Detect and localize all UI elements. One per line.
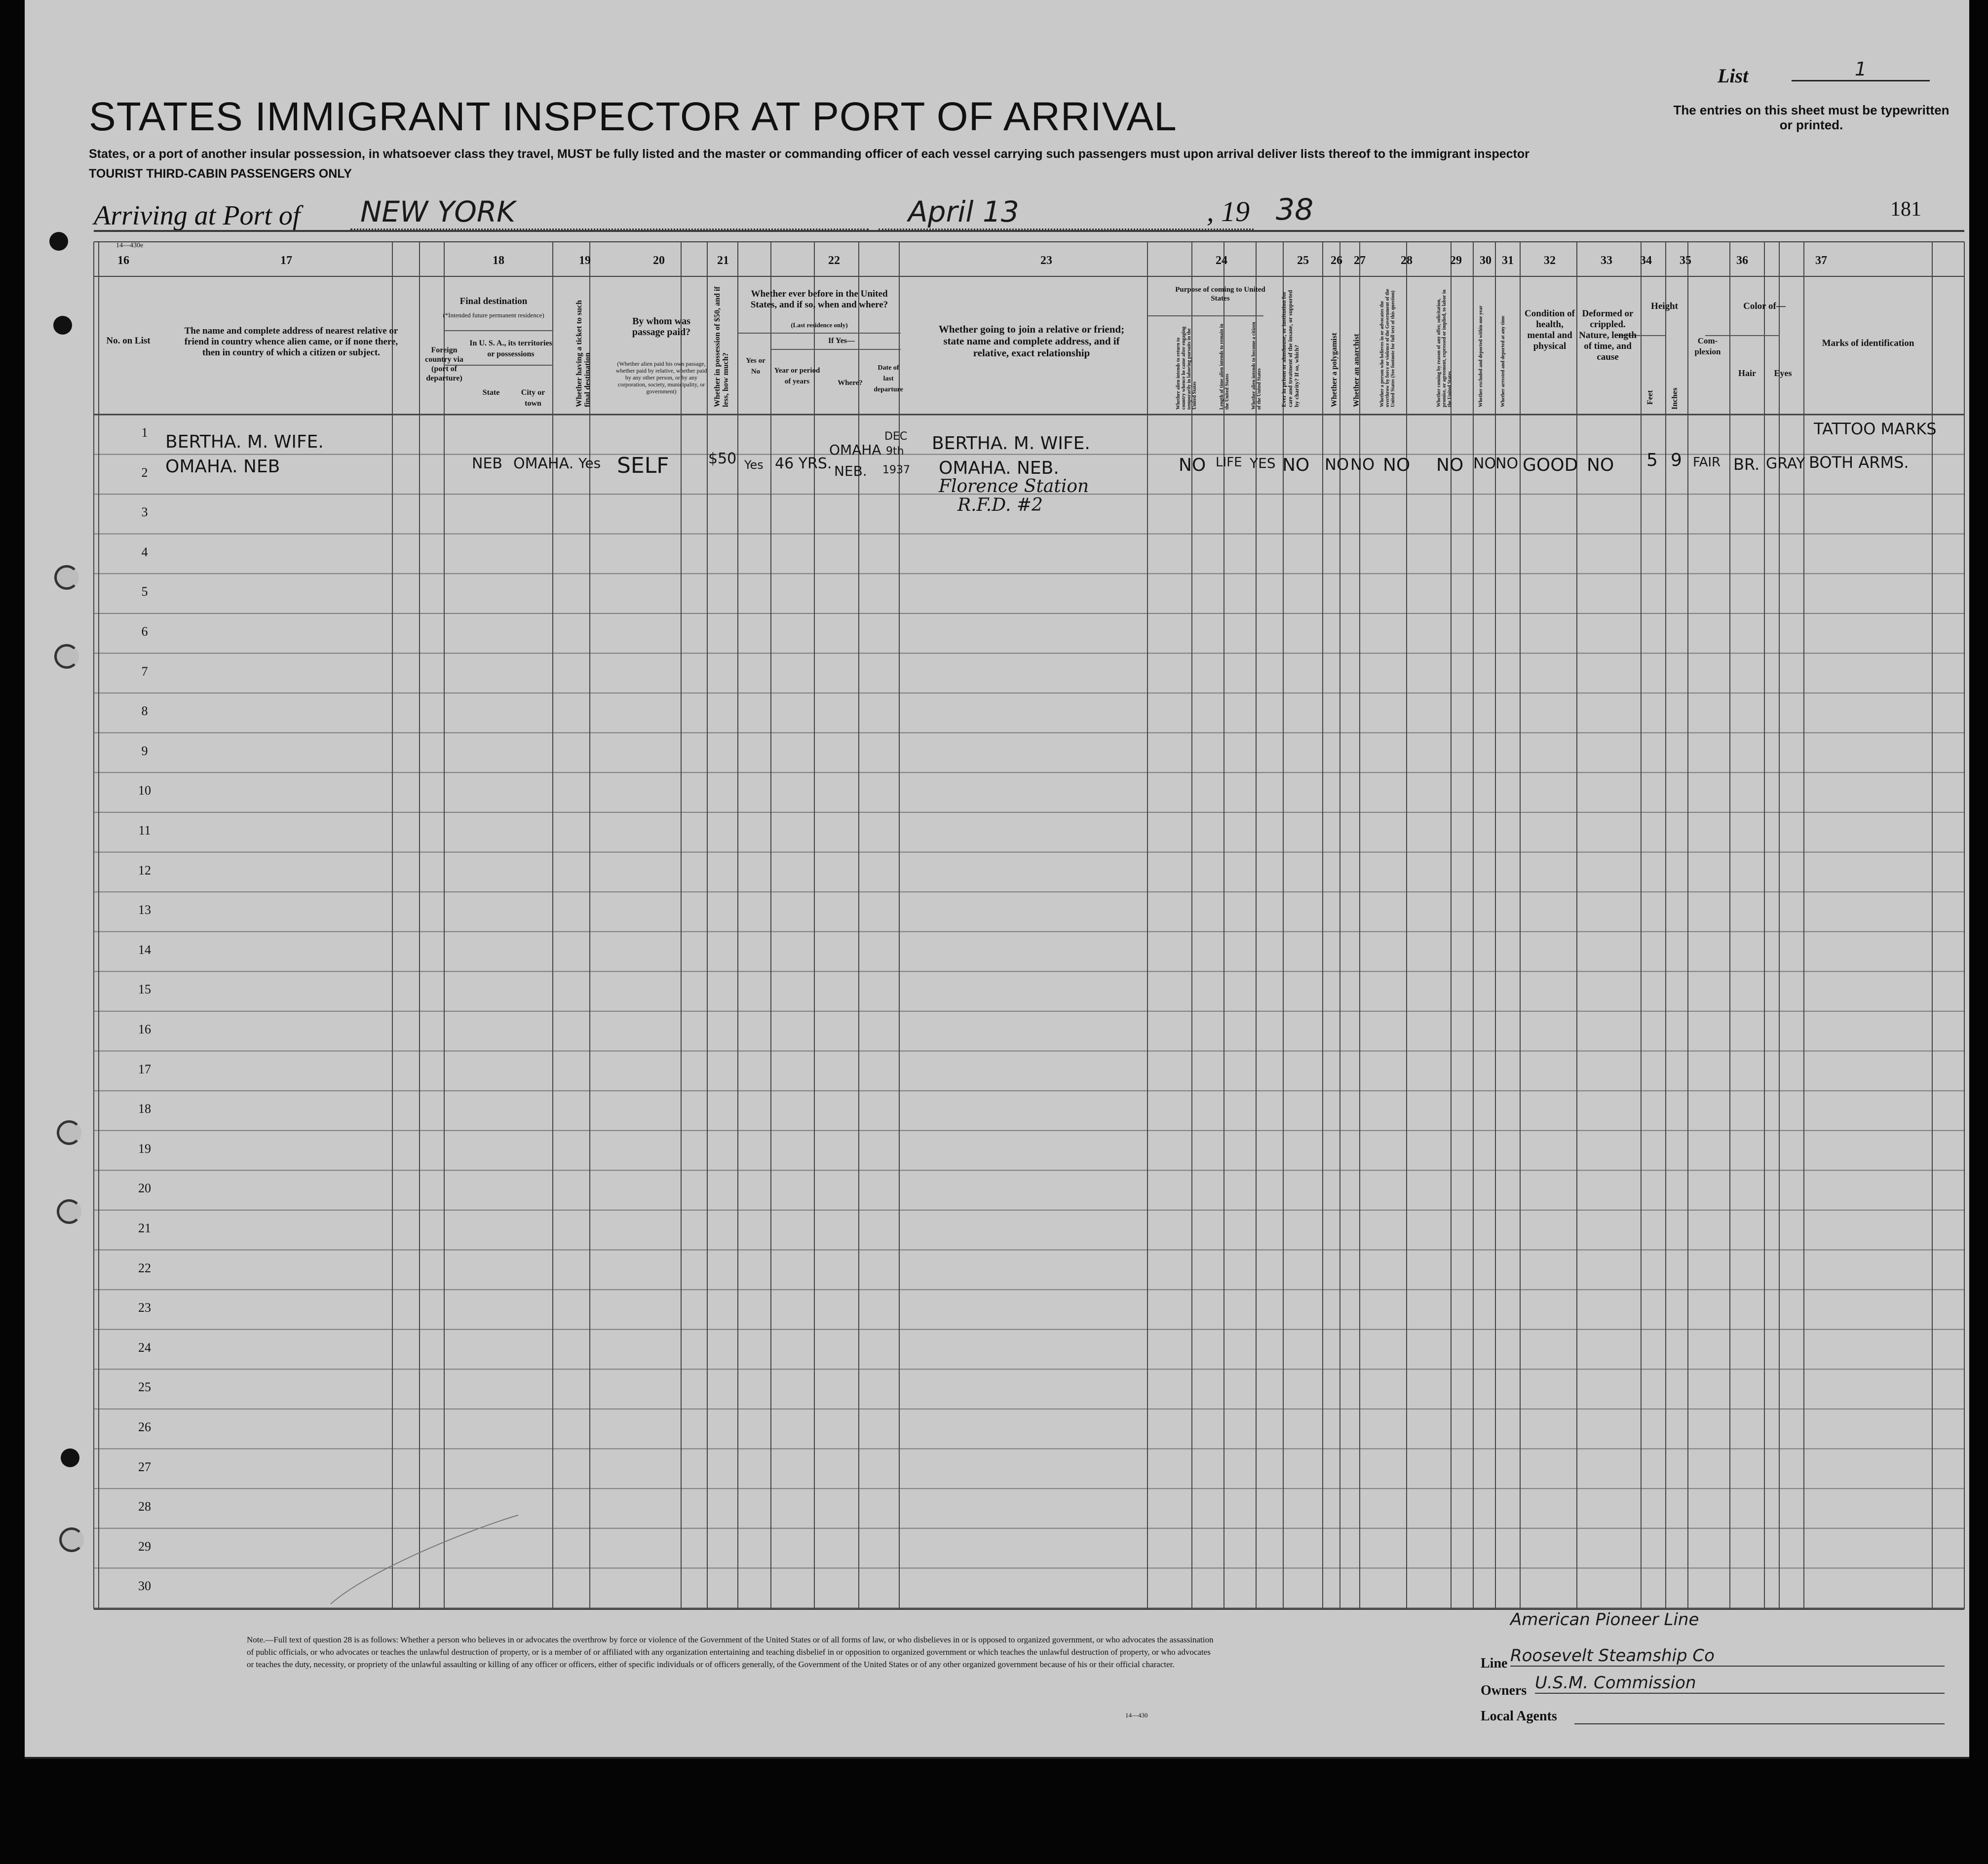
row-number: 2 <box>141 465 148 480</box>
row-number: 27 <box>138 1459 151 1474</box>
line-value: Roosevelt Steamship Co <box>1510 1646 1945 1667</box>
entry-marks-1: TATTOO MARKS <box>1814 419 1937 438</box>
entry-join-line4: R.F.D. #2 <box>957 495 1043 515</box>
col-number-33: 33 <box>1601 254 1612 267</box>
header-final-destination: Final destination <box>459 296 528 306</box>
row-number: 23 <box>138 1300 151 1315</box>
entry-relative-line1: BERTHA. M. WIFE. <box>165 432 324 452</box>
entry-q30: NO <box>1473 455 1496 472</box>
entry-money: $50 <box>708 450 737 467</box>
entry-where-2: NEB. <box>834 463 867 479</box>
row-number: 6 <box>141 624 148 639</box>
row-number: 15 <box>138 982 151 997</box>
header-purpose-b: Length of time alien intends to remain in the United States <box>1219 324 1230 410</box>
owners-label: Owners <box>1481 1683 1527 1698</box>
entry-return: NO <box>1179 455 1206 475</box>
col-number-21: 21 <box>717 254 729 267</box>
row-number: 4 <box>141 544 148 559</box>
col-number-34: 34 <box>1640 254 1652 267</box>
col-number-36: 36 <box>1736 254 1748 267</box>
subtitle: States, or a port of another insular possession, in whatsoever class they travel, MUST be fully listed and the master or commanding officer of each vessel carrying such passengers must upon arrival deliver lists thereof to the immigrant inspector <box>89 147 1529 161</box>
header-q30: Whether excluded and deported within one year <box>1478 305 1484 407</box>
entry-paid-by: SELF <box>617 453 669 478</box>
header-nearest-relative: The name and complete address of nearest relative or friend in country whence alien came, or if none there, then in country of which a citizen or subject. <box>184 326 398 358</box>
entry-city: OMAHA. <box>513 455 574 472</box>
row-number: 13 <box>138 903 151 917</box>
entry-hair: BR. <box>1733 455 1760 474</box>
row-number: 30 <box>138 1579 151 1594</box>
row-number: 8 <box>141 704 148 719</box>
header-where: Where? <box>838 379 863 387</box>
header-by-whom-note: (Whether alien paid his own passage, whether paid by relative, whether paid by any other person, or by any corporation, society, municipality, or government) <box>615 360 707 395</box>
header-possession: Whether in possession of $50, and if less, how much? <box>713 286 730 407</box>
entry-state: NEB <box>472 455 502 472</box>
entry-health: GOOD <box>1523 455 1578 475</box>
col-number-23: 23 <box>1040 254 1052 267</box>
entry-citizen: YES <box>1250 455 1276 471</box>
header-color-of: Color of— <box>1743 301 1786 311</box>
port-value: NEW YORK <box>350 195 869 230</box>
row-number: 24 <box>138 1340 151 1355</box>
entry-anarchist: NO <box>1350 455 1375 474</box>
col-number-31: 31 <box>1502 254 1514 267</box>
arriving-label: Arriving at Port of <box>94 200 301 231</box>
col-number-28: 28 <box>1401 254 1413 267</box>
entry-join-line2: OMAHA. NEB. <box>939 458 1059 478</box>
col-number-17: 17 <box>280 254 292 267</box>
row-number: 18 <box>138 1102 151 1116</box>
page-number: 181 <box>1890 198 1921 221</box>
list-number: 1 <box>1792 58 1930 81</box>
entry-feet: 5 <box>1646 450 1658 470</box>
header-year-period: Year or period of years <box>774 367 820 385</box>
row-number: 1 <box>141 425 148 440</box>
col-number-16: 16 <box>117 254 129 267</box>
row-number: 14 <box>138 942 151 957</box>
header-yes-no: Yes or No <box>746 357 765 376</box>
header-q29: Whether coming by reason of any offer, solicitation, promise, or agreement, expressed or implied, to labor in the United States <box>1436 289 1453 407</box>
entry-inches: 9 <box>1671 450 1682 470</box>
local-agents-line <box>1574 1722 1945 1724</box>
col-number-37: 37 <box>1815 254 1827 267</box>
entry-deformed: NO <box>1587 455 1614 475</box>
entry-prison: NO <box>1282 455 1310 475</box>
entry-q31: NO <box>1495 455 1519 472</box>
entry-join-line1: BERTHA. M. WIFE. <box>932 433 1090 454</box>
header-eyes: Eyes <box>1774 368 1792 378</box>
entry-q29: NO <box>1436 455 1464 475</box>
header-q28: Whether a person who believes in or advocates the overthrow by force or violence of the Government of the United States (See footnote for full text of this question) <box>1379 289 1396 407</box>
col-number-30: 30 <box>1480 254 1491 267</box>
entry-departure-2: 9th <box>886 445 904 457</box>
arrival-date: April 13 <box>879 195 1254 230</box>
row-number: 16 <box>138 1022 151 1036</box>
header-marks: Marks of identification <box>1822 338 1914 348</box>
entry-q28: NO <box>1383 455 1411 475</box>
col-number-27: 27 <box>1354 254 1366 267</box>
row-number: 25 <box>138 1380 151 1395</box>
row-number: 22 <box>138 1260 151 1275</box>
entry-ever-before: Yes <box>744 458 764 472</box>
entry-join-line3: Florence Station <box>939 476 1089 496</box>
local-agents-label: Local Agents <box>1481 1709 1557 1724</box>
header-feet: Feet <box>1646 390 1654 405</box>
page-title: STATES IMMIGRANT INSPECTOR AT PORT OF ARRIVAL <box>89 94 1177 139</box>
header-join-relative: Whether going to join a relative or friend; state name and complete address, and if relative, exact relationship <box>938 323 1125 359</box>
header-purpose-a: Whether alien intends to return to country whence he came after engaging temporarily in laboring pursuits in the United States <box>1176 326 1197 410</box>
header-ticket: Whether having a ticket to such final destination <box>575 300 592 407</box>
row-number: 21 <box>138 1221 151 1235</box>
entry-where-1: OMAHA <box>829 442 881 458</box>
year-suffix: 38 <box>1276 192 1314 227</box>
header-inches: Inches <box>1671 387 1679 410</box>
col-number-32: 32 <box>1544 254 1556 267</box>
header-hair: Hair <box>1738 368 1756 378</box>
header-by-whom: By whom was passage paid? <box>632 316 691 338</box>
row-number: 12 <box>138 863 151 877</box>
header-final-destination-note: (*Intended future permanent residence) <box>443 311 544 319</box>
form-number-top: 14—430e <box>116 242 144 249</box>
row-number: 5 <box>141 584 148 599</box>
row-number: 29 <box>138 1539 151 1554</box>
row-number: 3 <box>141 505 148 520</box>
header-purpose-c: Whether alien intends to become a citizen of the United States <box>1251 322 1262 410</box>
header-ever-before: Whether ever before in the United States, and if so, when and where? <box>750 289 888 310</box>
col-number-19: 19 <box>579 254 591 267</box>
header-city: City or town <box>521 388 545 408</box>
entry-ticket: Yes <box>578 455 601 471</box>
header-foreign-country: Foreign country via (port of departure) <box>425 346 463 382</box>
col-number-25: 25 <box>1297 254 1309 267</box>
entry-marks-2: BOTH ARMS. <box>1809 453 1909 472</box>
header-no-on-list: No. on List <box>106 336 151 346</box>
col-number-35: 35 <box>1680 254 1691 267</box>
row-number: 17 <box>138 1062 151 1076</box>
header-state: State <box>482 388 500 397</box>
header-complexion: Com-plexion <box>1694 336 1721 356</box>
col-number-22: 22 <box>828 254 840 267</box>
list-label: List <box>1718 65 1749 87</box>
manifest-sheet <box>25 0 1969 1759</box>
header-purpose: Purpose of coming to United States <box>1175 286 1265 303</box>
header-last-residence: (Last residence only) <box>791 321 848 329</box>
header-polygamist: Whether a polygamist <box>1330 333 1338 407</box>
row-number: 11 <box>138 823 151 837</box>
header-anarchist: Whether an anarchist <box>1352 334 1361 407</box>
col-number-18: 18 <box>493 254 504 267</box>
col-number-24: 24 <box>1216 254 1227 267</box>
entry-departure-1: DEC <box>884 430 908 443</box>
header-if-yes: If Yes— <box>828 337 855 345</box>
header-q31: Whether arrested and deported at any time <box>1500 315 1506 407</box>
header-deformed: Deformed or crippled. Nature, length of time, and cause <box>1579 308 1637 362</box>
col-number-26: 26 <box>1331 254 1342 267</box>
line-top-value: American Pioneer Line <box>1510 1610 1699 1630</box>
row-number: 10 <box>138 783 151 798</box>
question-28-footnote: Note.—Full text of question 28 is as follows: Whether a person who believes in or advocates the overthrow by force or violence of the Government of the United States or of all forms of law, or who disbelieves in or is opposed to organized government, or who advocates the assassination of public officials, or who advocates or teaches the unlawful destruction of property, or is a member of or affiliated with any organization entertaining and teaching disbelief in or opposition to organized government or which teaches the unlawful destruction of property, or who advocates or teaches the duty, necessity, or propriety of the unlawful assaulting or killing of any officer or officers, either of specific individuals or of officers generally, of the Government of the United States or of any other organized government because of his or their official character. <box>247 1635 1214 1669</box>
entry-departure-3: 1937 <box>882 464 910 476</box>
col-number-20: 20 <box>653 254 665 267</box>
entry-polygamist: NO <box>1325 455 1349 474</box>
header-in-usa: In U. S. A., its territories or possessions <box>469 339 552 358</box>
entry-relative-line2: OMAHA. NEB <box>165 456 280 477</box>
entry-length: LIFE <box>1216 455 1242 470</box>
header-condition: Condition of health, mental and physical <box>1525 308 1575 351</box>
header-height: Height <box>1651 301 1678 311</box>
year-prefix: , 19 <box>1207 195 1250 228</box>
typewritten-note: The entries on this sheet must be typewritten or printed. <box>1673 103 1950 132</box>
row-number: 20 <box>138 1181 151 1196</box>
row-number: 28 <box>138 1499 151 1514</box>
class-line: TOURIST THIRD-CABIN PASSENGERS ONLY <box>89 167 352 181</box>
owners-value: U.S.M. Commission <box>1535 1673 1945 1694</box>
form-number-bottom: 14—430 <box>1125 1712 1148 1719</box>
line-label: Line <box>1481 1656 1508 1671</box>
row-number: 26 <box>138 1420 151 1434</box>
entry-years: 46 YRS. <box>775 455 832 472</box>
row-number: 7 <box>141 664 148 679</box>
header-prison: Ever in prison or almshouse, or institution for care and treatment of the insane, or supported by charity? If so, which? <box>1280 290 1300 407</box>
header-date-departure: Date of last departure <box>874 364 903 393</box>
entry-complexion: FAIR <box>1693 455 1721 470</box>
col-number-29: 29 <box>1450 254 1462 267</box>
row-number: 9 <box>141 743 148 758</box>
entry-eyes: GRAY <box>1766 455 1805 472</box>
row-number: 19 <box>138 1141 151 1156</box>
